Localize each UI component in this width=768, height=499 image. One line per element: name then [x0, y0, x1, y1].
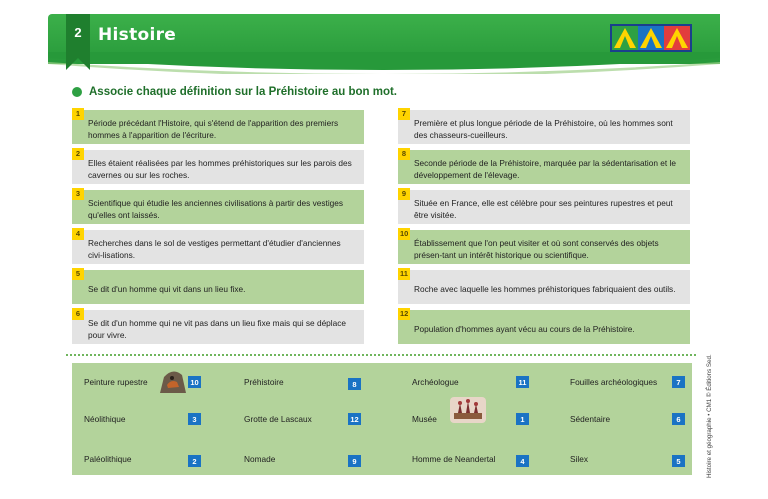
definition-card-7 — [398, 110, 690, 144]
definition-text: Seconde période de la Préhistoire, marquée par la sédentarisation et le développement de l'élevage. — [414, 158, 676, 180]
banner-curve — [48, 52, 720, 74]
answer-number: 5 — [672, 455, 685, 467]
term-label: Nomade — [244, 454, 276, 464]
term-label: Grotte de Lascaux — [244, 414, 312, 424]
term-label: Archéologue — [412, 377, 459, 387]
term-label: Silex — [570, 454, 588, 464]
instruction — [72, 86, 397, 98]
answer-number: 10 — [188, 376, 201, 388]
definition-card-5 — [72, 270, 364, 304]
definition-card-3 — [72, 190, 364, 224]
definition-text: Établissement que l'on peut visiter et où sont conservés des objets présen-tant un intérêt historique ou scientifique. — [414, 238, 659, 260]
definition-text: Période précédant l'Histoire, qui s'étend de l'apparition des premiers hommes à l'apparition de l'écriture. — [88, 118, 339, 140]
term-label: Néolithique — [84, 414, 126, 424]
definition-text: Se dit d'un homme qui ne vit pas dans un lieu fixe mais qui se déplace pour vivre. — [88, 318, 347, 340]
instruction-text: Associe chaque définition sur la Préhistoire au bon mot. — [89, 86, 398, 98]
publisher-logo-icon — [610, 24, 692, 52]
definition-card-6 — [72, 310, 364, 344]
page-title: Histoire — [98, 25, 177, 45]
answer-number: 4 — [516, 455, 529, 467]
definition-number: 10 — [400, 229, 409, 239]
definition-number: 12 — [400, 309, 409, 319]
word-bank — [72, 363, 692, 475]
museum-display-image — [450, 397, 486, 423]
definition-text: Scientifique qui étudie les anciennes civilisations à partir des vestiges qu'elles ont laissés. — [88, 198, 344, 220]
definition-card-1 — [72, 110, 364, 144]
dotted-divider — [66, 354, 696, 356]
definition-number: 3 — [72, 188, 84, 200]
definition-number: 7 — [398, 108, 410, 120]
definition-text: Roche avec laquelle les hommes préhistoriques fabriquaient des outils. — [414, 283, 676, 294]
definition-number: 6 — [72, 308, 84, 320]
answer-number: 8 — [348, 378, 361, 390]
chapter-ribbon — [66, 14, 90, 70]
definition-number: 11 — [398, 268, 410, 280]
definition-card-2 — [72, 150, 364, 184]
answer-number: 3 — [188, 413, 201, 425]
definition-text: Située en France, elle est célèbre pour ses peintures rupestres et peut être visitée. — [414, 198, 673, 220]
definition-number: 4 — [72, 228, 84, 240]
answer-number: 6 — [672, 413, 685, 425]
chapter-number: 2 — [74, 25, 82, 40]
answer-number: 12 — [348, 413, 361, 425]
definition-card-11 — [398, 270, 690, 304]
definition-number: 2 — [72, 148, 84, 160]
term-label: Musée — [412, 414, 437, 424]
definition-number: 1 — [72, 108, 84, 120]
definition-number: 5 — [72, 268, 84, 280]
definition-text: Elles étaient réalisées par les hommes préhistoriques sur les parois des cavernes ou sur les roches. — [88, 158, 352, 180]
term-label: Homme de Neandertal — [412, 454, 496, 464]
definition-card-4 — [72, 230, 364, 264]
definition-card-12 — [398, 310, 690, 344]
term-label: Paléolithique — [84, 454, 132, 464]
definition-number: 9 — [398, 188, 410, 200]
term-label: Préhistoire — [244, 377, 284, 387]
answer-number: 2 — [188, 455, 201, 467]
answer-number: 11 — [516, 376, 529, 388]
definition-text: Recherches dans le sol de vestiges permettant d'étudier d'anciennes civi-lisations. — [88, 238, 341, 260]
definition-card-8 — [398, 150, 690, 184]
definition-card-10 — [398, 230, 690, 264]
answer-number: 7 — [672, 376, 685, 388]
answer-number: 9 — [348, 455, 361, 467]
definition-text: Se dit d'un homme qui vit dans un lieu fixe. — [88, 283, 246, 294]
term-label: Sédentaire — [570, 414, 611, 424]
bullet-icon — [72, 87, 82, 97]
term-label: Fouilles archéologiques — [570, 377, 658, 387]
definition-text: Première et plus longue période de la Préhistoire, où les hommes sont des chasseurs-cueilleurs. — [414, 118, 673, 140]
definition-card-9 — [398, 190, 690, 224]
answer-number: 1 — [516, 413, 529, 425]
side-credit: Histoire et géographie • CM1 © Éditions Sed. — [706, 354, 713, 478]
definition-number: 8 — [398, 148, 410, 160]
definition-text: Population d'hommes ayant vécu au cours de la Préhistoire. — [414, 323, 635, 334]
term-label: Peinture rupestre — [84, 377, 148, 387]
cave-painting-image — [158, 367, 188, 393]
